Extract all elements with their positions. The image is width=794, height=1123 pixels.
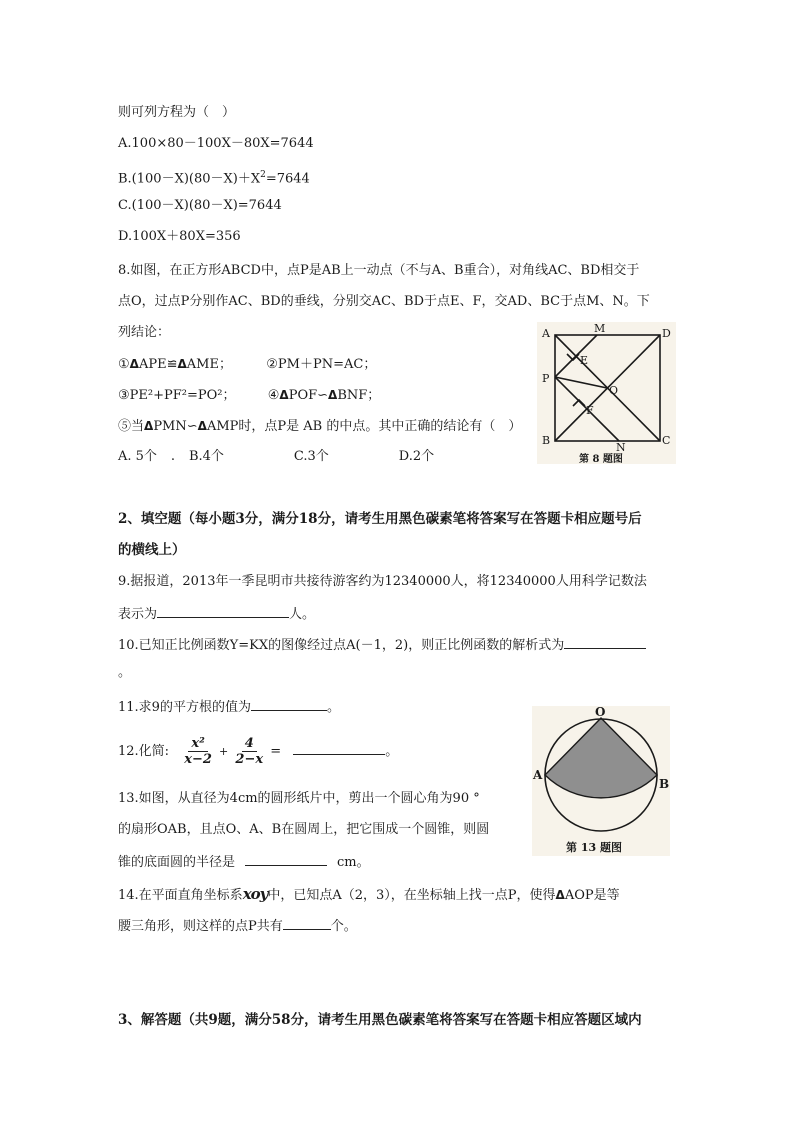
q13-line2: 的扇形OAB，且点O、A、B在圆周上，把它围成一个圆锥，则圆 [118,822,490,837]
q11-answer-blank [251,697,327,711]
option-a: A.100×80－100X－80X=7644 [118,136,314,151]
sector-oab [545,718,657,798]
figure-8-caption: 第 8 题图 [579,454,623,464]
q9-line2: 表示为 人。 [118,604,315,624]
q8-line1: 8.如图，在正方形ABCD中，点P是AB上一动点（不与A、B重合），对角线AC、BD相交于 [118,263,640,278]
q11: 11.求9的平方根的值为 。 [118,697,340,717]
q8-line3: 列结论： [118,325,171,340]
label-o: O [609,384,619,397]
equation-prompt: 则可列方程为（ ） [118,105,236,120]
q12-answer-blank [293,741,385,755]
label-b: B [542,434,551,447]
label-c: C [662,434,671,447]
q9-answer-blank [157,604,289,618]
label-e: E [580,354,589,367]
q10-line2: 。 [118,665,132,680]
q8-choices: A. 5个 . B.4个 C.3个 D.2个 [118,449,435,464]
label-p: P [542,372,550,385]
section3-title: 3、解答题（共9题，满分58分，请考生用黑色碳素笔将答案写在答题卡相应答题区域内 [118,1012,642,1028]
q14-line2: 腰三角形，则这样的点P共有 个。 [118,916,357,936]
square-diagram [537,322,676,464]
right-angle-f [573,400,585,406]
circle-sector-diagram [532,706,670,856]
option-b: $B.(100-X)(80-X)+X^2=7644$ [118,170,310,187]
q8-conclusions-1-2: ①ΔAPE≌ΔAME； ②PM＋PN=AC； [118,357,377,372]
q13-line3: 锥的底面圆的半径是 cm。 [118,852,370,872]
figure-13 [532,706,670,856]
figure-13-caption: 第 13 题图 [566,841,622,854]
option-c: C.(100－X)(80－X)=7644 [118,198,282,213]
q8-line2: 点O，过点P分别作AC、BD的垂线，分别交AC、BD于点E、F，交AD、BC于点M、N。下 [118,294,650,309]
label-a: A [533,768,543,782]
label-a: A [542,327,550,340]
q14-answer-blank [283,916,331,930]
label-n: N [616,441,626,454]
option-d: D.100X＋80X=356 [118,229,241,244]
label-f: F [586,404,594,417]
q10-line1: 10.已知正比例函数Y=KX的图像经过点A(－1，2)，则正比例函数的解析式为 [118,635,646,655]
label-b: B [659,777,670,791]
q8-conclusions-3-4: ③PE²+PF²=PO²； ④ΔPOF∽ΔBNF； [118,388,381,403]
label-o: O [595,706,606,719]
q12: 12.化简: $\frac{\text{x²}}{x-2}$ + $\frac{4}{2-x}$ = 。 [118,736,399,767]
label-d: D [662,327,671,340]
q10-answer-blank [564,635,646,649]
fraction-1: $\frac{\text{x²}}{x-2}$ [184,736,212,767]
section2-title-line2: 的横线上） [118,542,186,558]
figure-8 [537,322,676,464]
label-m: M [594,322,606,335]
fraction-2: $\frac{4}{2-x}$ [235,736,264,767]
q14-line1: 14.在平面直角坐标系xoy中，已知点A（2，3），在坐标轴上找一点P，使得ΔAOP是等 [118,885,620,903]
q13-line1: 13.如图，从直径为4cm的圆形纸片中，剪出一个圆心角为90 ° [118,791,480,806]
q13-answer-blank [245,852,327,866]
q9-line1: 9.据报道，2013年一季昆明市共接待游客约为12340000人，将12340000人用科学记数法 [118,574,647,589]
q8-conclusion-5: ⑤当ΔPMN∽ΔAMP时，点P是 AB 的中点。其中正确的结论有（ ） [118,419,522,434]
section2-title-line1: 2、填空题（每小题3分，满分18分，请考生用黑色碳素笔将答案写在答题卡相应题号后 [118,511,642,527]
